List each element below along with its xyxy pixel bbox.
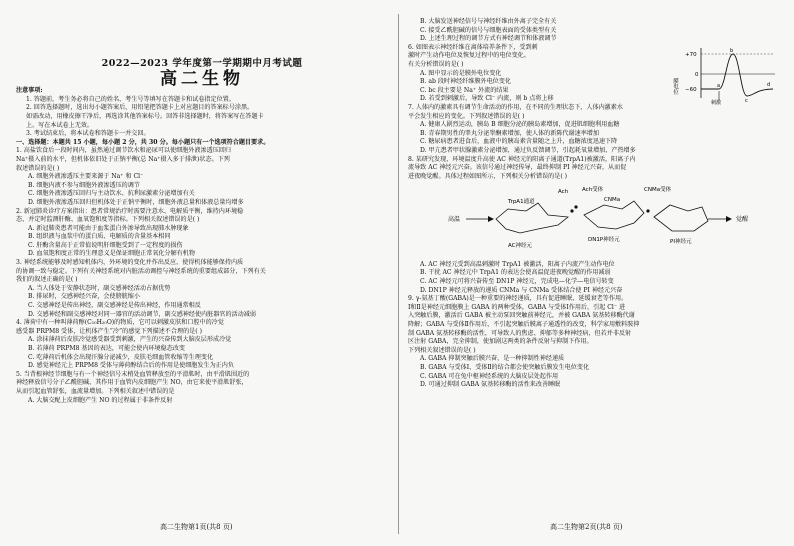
graph-point-a: a — [717, 82, 721, 89]
label-ac-neuron: AC神经元 — [508, 243, 533, 250]
stimulus-label: 刺激 — [711, 99, 722, 106]
graph-point-b: b — [730, 47, 734, 54]
notice-line: 上。写在本试卷上无效。 — [26, 121, 94, 129]
question-stem: 有关分析错误的是( ) — [408, 60, 464, 68]
question-8 — [408, 156, 780, 296]
ach-vesicle — [570, 210, 573, 213]
option-a: A. 新冠肺炎患者可能由于血浆蛋白外渗导致出现肺水肿现象 — [28, 224, 189, 232]
option-b: B. 若薄荷 PRPM8 基因的表达，可能会使内环境稳态改变 — [28, 345, 186, 352]
option-d: D. 细胞外液渗透压回归但机体处于正钠平衡时，细胞外液总量和体液总量均增多 — [28, 198, 244, 206]
option-b: B. 细胞内液不参与细胞外液渗透压的调节 — [28, 181, 140, 189]
notice-line: 3. 考试结束后，将本试卷和答题卡一并交回。 — [26, 130, 150, 138]
option-c: C. 吃薄荷后机体会出现汗腺分泌减少，皮肤毛细血管收缩等生理变化 — [28, 353, 214, 361]
option-d: D. 上述生理过程的调节方式有神经调节和体液调节 — [420, 35, 557, 43]
question-stem: 叙述错误的是( ) — [16, 164, 60, 172]
question-stem: 流导致 AC 神经元兴奋。该信号通过神经传导，最终抑制 PI 神经元兴奋，从而促 — [408, 164, 627, 172]
option-a: A. 涂抹薄荷后皮肤冷觉感受器受到刺激，产生的兴奋传到大脑皮层形成冷觉 — [28, 336, 232, 344]
section-heading: 一、选择题：本题共 15 小题，每小题 2 分，共 30 分。每小题只有一个选项符合题目要求。 — [16, 138, 270, 146]
option-a: A. AC 神经元受到高温刺激时 TrpA1 被激活，阳离子内流产生动作电位 — [420, 260, 615, 268]
question-1 — [16, 147, 388, 207]
right-column — [408, 18, 780, 390]
question-4 — [16, 319, 388, 371]
question-stem: 我们的叙述正确的是( ) — [16, 276, 78, 284]
question-stem: 8. 某研究发现，环境温度升高使 AC 神经元的阳离子通道(TrpA1)被激活，阳离子内 — [408, 155, 636, 163]
question-stem: 3. 神经系统能够及时感知机体内、外环境的变化并作出反应，使得机体能够保持内质 — [16, 259, 244, 267]
graph-y-top: +70 — [685, 51, 697, 58]
wake-arrowhead — [726, 216, 732, 222]
notice-heading: 注意事项: — [16, 87, 43, 95]
question-6 — [408, 44, 780, 104]
graph-y-bottom: −60 — [685, 86, 697, 93]
label-wake: 觉醒 — [736, 216, 749, 224]
question-3 — [16, 259, 388, 319]
option-b: B. 大脑发送神经信号与神经纤维由外离子完全有关 — [420, 18, 557, 25]
question-stem: 6. 如图表示神经纤维在离体培养条件下，受到刺 — [408, 43, 538, 51]
question-stem: 感受器 PRPM8 受体，让机体产生“冷”的感觉下列描述不合理的是( ) — [16, 327, 202, 335]
option-a: A. 健康人剧烈运动，胰岛 B 细胞分泌的胰岛素增加，促进肌细胞利用血糖 — [420, 121, 620, 129]
question-2 — [16, 208, 388, 260]
cnma-vesicle — [646, 210, 649, 213]
option-c: C. 接受乙酰胆碱的信号与细胞表面的受体类型有关 — [420, 26, 557, 34]
question-stem: 下列相关叙述错误的是( ) — [408, 346, 476, 354]
graph-ylabel: 膜电位 — [672, 77, 678, 95]
page-footer-right: 高二生物第2页(共8 页) — [550, 523, 623, 531]
option-b: B. GABA 与受体Ⅰ、受体Ⅱ的结合都会使突触后膜发生电位变化 — [420, 364, 590, 371]
option-d: D. 感觉神经元上 PRPM8 受体与薄荷醇结合后的作用是使细胞发生为正内负 — [28, 362, 234, 370]
option-a: A. GABA 抑制突触后膜兴奋，是一种抑制性神经递质 — [420, 355, 565, 363]
question-stem: 2. 新冠肺炎诊疗方案指出：患者常规治疗时需要注意水、电解质平衡，维持内环境稳 — [16, 207, 244, 215]
option-a: A. 图中显示的是膜外电位变化 — [420, 69, 502, 77]
question-stem: Ⅰ和Ⅱ是神经元细胞膜上 GABA 的两种受体，GABA 与受体Ⅰ作用后，引起 Cl⁻ 进 — [408, 303, 626, 311]
option-a: A. 细胞外液渗透压主要来源于 Na⁺ 和 Cl⁻ — [28, 173, 144, 181]
question-stem: 平会发生相应的变化。下列叙述错误的是( ) — [408, 112, 525, 120]
option-c: C. 肝酶含量高于正常值说明肝细胞受到了一定程度的损伤 — [28, 241, 183, 249]
question-stem: 从而引起血管舒张，血流量增加。下列相关叙述中错误的是 — [16, 387, 175, 395]
label-cnma-receptor: CNMa受体 — [644, 187, 672, 194]
option-a: A. 大脑交配上皮细胞产生 NO 的过程属于非条件反射 — [28, 396, 173, 404]
option-c: C. 糖尿病患者进食后，血液中的胰岛素含量随之上升，血糖浓度迅速下降 — [420, 138, 618, 146]
question-stem: 的协调一致与稳定。下列有关神经系统对内脏活动调控与神经系统的重要组成部分，下列有关 — [16, 267, 266, 275]
label-dn1p-neuron: DN1P神经元 — [588, 237, 620, 244]
option-b: B. 排尿时，交感神经兴奋，会使膀胱缩小 — [28, 293, 140, 301]
notice-line: 2. 回答选择题时，选出每小题答案后，用铅笔把答题卡上对应题目的答案标号涂黑。 — [26, 104, 254, 112]
question-6-text — [408, 44, 673, 104]
option-c: C. 交感神经是传出神经，副交感神经是传出神经，作用通常相反 — [28, 302, 201, 310]
page-footer-left: 高二生物第1页(共8 页) — [160, 523, 233, 531]
column-divider — [398, 14, 399, 534]
dn1p-neuron-shape — [584, 201, 644, 229]
question-stem: 入突触后膜，激活后 GABA 被主动泵回突触前神经元，并被 GABA 氨基转移酶代谢 — [408, 312, 635, 320]
graph-zero-label: 0 — [695, 71, 699, 78]
question-stem: 区注射 GABA，完全抑制，使加剧这两类的条件反射与抑制下作用。 — [408, 338, 593, 346]
exam-title: 2022—2023 学年度第一学期期中月考试题 — [101, 58, 303, 69]
label-high-temp: 高温 — [448, 216, 461, 224]
option-d: D. DN1P 神经元释放的递质 CNMa 与 CNMa 受体结合使 PI 神经元兴奋 — [420, 286, 623, 294]
question-stem: 态，并定时监测肝酶、血氧饱和度等指标。下列相关叙述错误的是( ) — [16, 216, 200, 224]
question-stem: 4. 薄荷中有一种叫薄荷醇(C₁₀H₂₀O)的物质，它可以刺激皮肤和口腔中的冷觉 — [16, 319, 224, 327]
pi-neuron-shape — [654, 205, 708, 231]
question-stem: 1. 高盐饮食后一段时间内，虽然通过调节饮水和泌尿可以使细胞外液渗透压回归 — [16, 147, 231, 155]
question-stem: 9. γ-氨基丁酸(GABA)是一种重要的神经递质，具有促进睡眠、延缓衰老等作用。 — [408, 295, 628, 303]
question-stem: 神经释放信号分子乙酰胆碱，其作用于血管内皮细胞产生 NO，由它来使平滑肌舒张， — [16, 379, 248, 387]
question-stem: 7. 人体内的激素具有调节生命活动的作用，在不同的生理状态下，人体内激素水 — [408, 103, 623, 111]
notice-line: 如需改动，用橡皮擦干净后，再选涂其他答案标号。回答非选择题时，将答案写在答题卡 — [26, 112, 264, 120]
question-stem: 进夜晚觉醒。具体过程如图所示，下列相关分析错误的是( ) — [408, 172, 568, 180]
neuron-pathway-diagram — [408, 181, 780, 257]
question-stem: 5. 当背根神经节细胞与有一个神经信号末梢处血管释放至的平滑肌时，由平滑肌围近的 — [16, 370, 250, 378]
graph-point-d: d — [767, 81, 771, 88]
option-d: D. 甲亢患者甲状腺激素分泌增加，通过负反馈调节，引起耗氧量增加，产热增多 — [420, 146, 636, 154]
label-ach: Ach — [558, 189, 569, 196]
question-9 — [408, 295, 780, 390]
option-a: A. 当人体处于安静状态时，副交感神经活动占据优势 — [28, 284, 171, 292]
question-5-continued — [408, 18, 780, 44]
label-pi-neuron: PI神经元 — [670, 239, 692, 246]
subject-title: 高二生物 — [160, 68, 244, 89]
option-b: B. ab 段时神经纤维膜外电位变化 — [420, 78, 511, 86]
question-7 — [408, 104, 780, 156]
option-d: D. 血氧饱和度正常的生理意义是保证细胞正常氧化分解有机物 — [28, 250, 195, 258]
option-b: B. 组织液与血浆中的蛋白质、电解质的含量基本相同 — [28, 233, 171, 241]
option-d: D. 交感神经和副交感神经对同一器官的活动调节，副交感神经使内脏器官的活动减弱 — [28, 310, 256, 318]
notice-list — [16, 96, 388, 139]
membrane-potential-graph — [673, 44, 778, 104]
option-b: B. 青春期男性的睾丸分泌睾酮素增加，使人体的新陈代谢速率增加 — [420, 129, 599, 137]
label-ach-receptor: Ach受体 — [582, 187, 604, 194]
temp-arrowhead — [488, 216, 494, 222]
label-cnma: CNMa — [604, 197, 621, 204]
notice-line: 1. 答题前，考生务必将自己的姓名、考生号等填写在答题卡和试卷指定位置。 — [26, 95, 235, 103]
question-stem: Na⁺摄入前的水平，但机体依旧处于正钠平衡(总 Na⁺摄入多于排泄)状态。下列 — [16, 155, 230, 163]
left-column — [16, 18, 388, 405]
ac-neuron-shape — [496, 203, 568, 233]
graph-curve — [701, 54, 773, 96]
option-c: C. GABA 可在兔中枢神经系统的大脑皮层处起作用 — [420, 372, 559, 380]
option-c: C. 细胞外液渗透压回归与主动饮水、抗利尿激素分泌增加有关 — [28, 190, 195, 198]
question-5 — [16, 371, 388, 405]
graph-point-c: c — [745, 97, 748, 104]
ach-vesicle — [574, 206, 577, 209]
option-c: C. bc 段主要是 Na⁺ 外流的结果 — [420, 86, 509, 94]
question-stem: 激时产生动作电位及恢复过程中的电位变化。 — [408, 52, 530, 60]
option-d: D. 可通过抑制 GABA 氨基转移酶的活性来改善睡眠 — [420, 381, 561, 389]
option-d: D. 若受到刺激后，导致 Cl⁻ 内流，则 b 点将上移 — [420, 95, 554, 103]
question-stem: 制 GABA 氨基转移酶的活性，可导致人的焦虑、抑郁等多种神经病，但若并非反射 — [408, 329, 632, 337]
option-c: C. AC 神经元可将兴奋传至 DN1P 神经元，完成电—化学—电信号转变 — [420, 278, 614, 286]
option-b: B. 干扰 AC 神经元中 TrpA1 的表达会使高温促进夜晚觉醒的作用减弱 — [420, 269, 611, 277]
label-trpa1: TrpA1通道 — [508, 199, 535, 206]
question-stem: 降解；GABA 与受体Ⅱ作用后，不引起突触后膜离子通透性的改变，科学家用敷料胺抑 — [408, 321, 640, 329]
